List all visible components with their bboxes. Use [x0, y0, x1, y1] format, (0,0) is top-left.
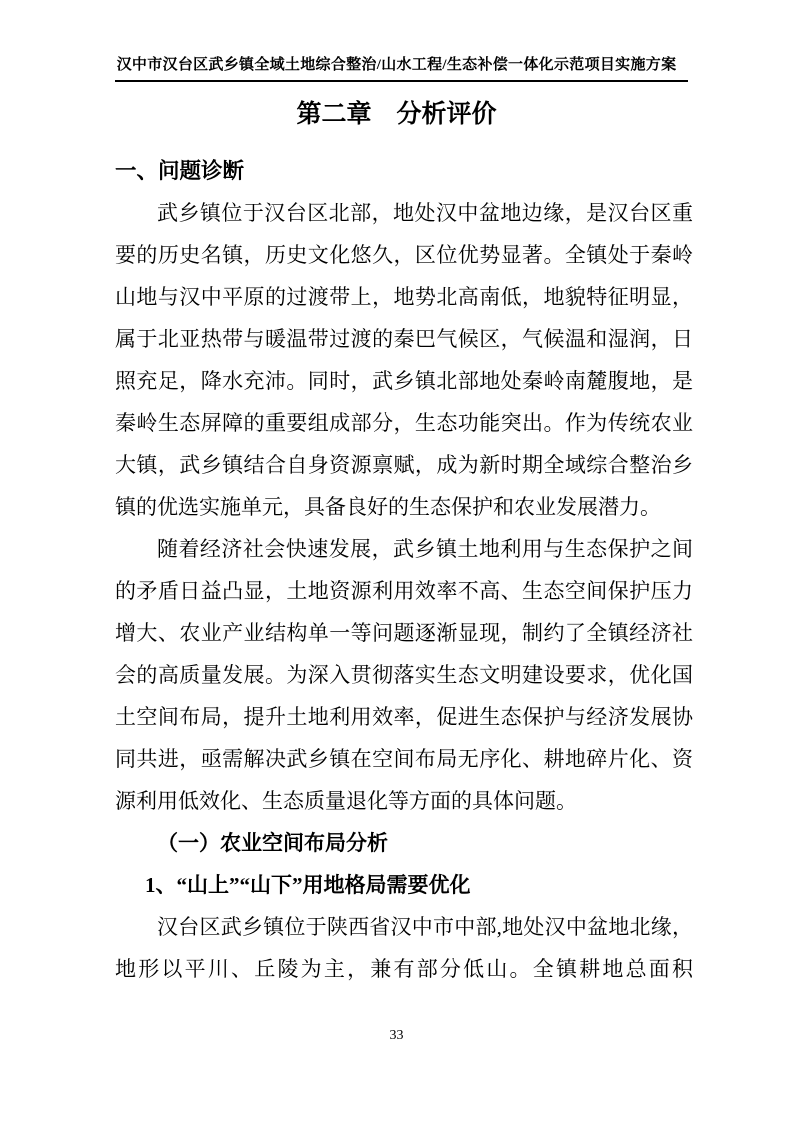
document-body: [115, 150, 693, 990]
page-number: 33: [389, 1028, 404, 1043]
subsection-heading-agri-space-analysis: （一）农业空间布局分析: [157, 831, 388, 855]
paragraph-land-pattern-intro: 汉台区武乡镇位于陕西省汉中市中部,地处汉中盆地北缘，地形以平川、丘陵为主，兼有部分低山。全镇耕地总面积: [115, 915, 693, 981]
header-rule: [115, 80, 688, 82]
paragraph-overview: 武乡镇位于汉台区北部，地处汉中盆地边缘，是汉台区重要的历史名镇，历史文化悠久，区位优势显著。全镇处于秦岭山地与汉中平原的过渡带上，地势北高南低，地貌特征明显，属于北亚热带与暖温带过渡的秦巴气候区，气候温和湿润，日照充足，降水充沛。同时，武乡镇北部地处秦岭南麓腹地，是秦岭生态屏障的重要组成部分，生态功能突出。作为传统农业大镇，武乡镇结合自身资源禀赋，成为新时期全域综合整治乡镇的优选实施单元，具备良好的生态保护和农业发展潜力。: [115, 201, 693, 519]
document-header-title: 汉中市汉台区武乡镇全域土地综合整治/山水工程/生态补偿一体化示范项目实施方案: [116, 57, 677, 73]
chapter-title: 第二章 分析评价: [296, 100, 497, 128]
subsection-heading-land-pattern: 1、“山上”“山下”用地格局需要优化: [145, 873, 471, 897]
paragraph-issues: 随着经济社会快速发展，武乡镇土地利用与生态保护之间的矛盾日益凸显，土地资源利用效率不高、生态空间保护压力增大、农业产业结构单一等问题逐渐显现，制约了全镇经济社会的高质量发展。为深入贯彻落实生态文明建设要求，优化国土空间布局，提升土地利用效率，促进生态保护与经济发展协同共进，亟需解决武乡镇在空间布局无序化、耕地碎片化、资源利用低效化、生态质量退化等方面的具体问题。: [115, 537, 693, 813]
section-heading-problem-diagnosis: 一、问题诊断: [115, 159, 245, 183]
